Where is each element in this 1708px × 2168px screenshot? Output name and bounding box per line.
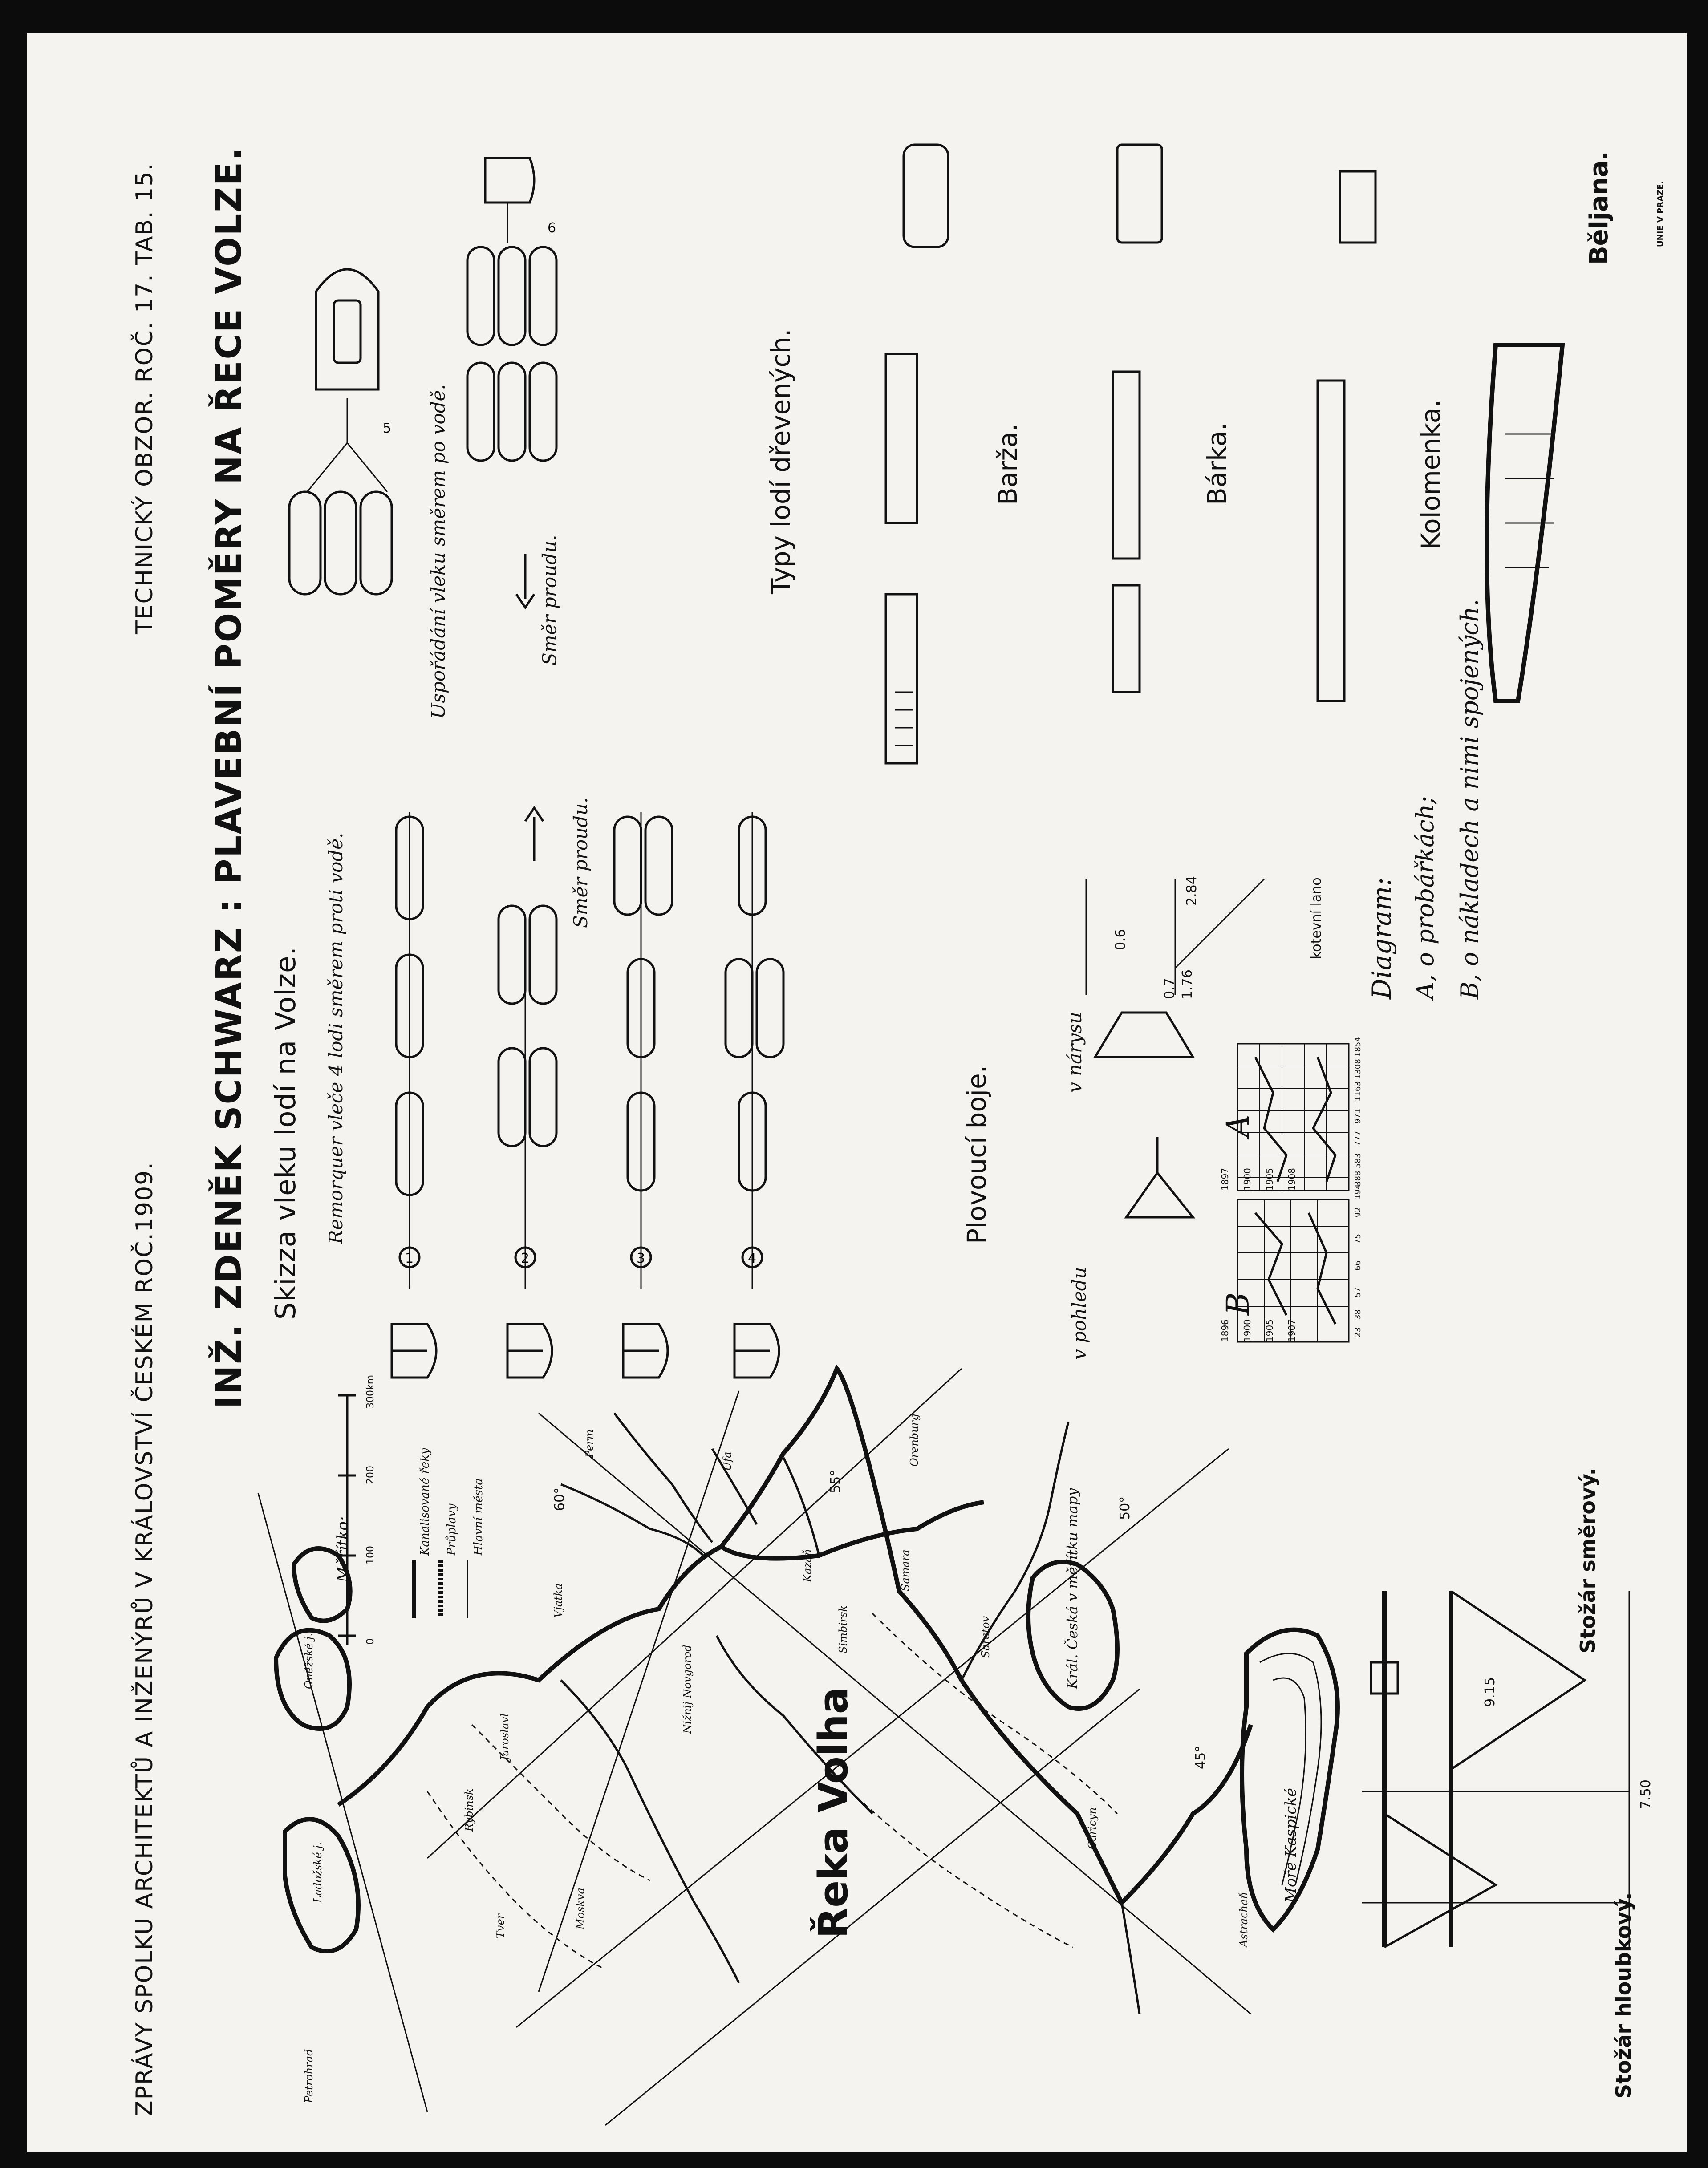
b-axis-4: 57 (1353, 1287, 1363, 1297)
b-axis-1: 92 (1353, 1207, 1363, 1217)
buoy-front-view: v pohledu (1068, 1267, 1090, 1360)
city-saratov: Saratov (979, 1616, 992, 1658)
year-b-4: 1907 (1286, 1319, 1297, 1342)
a-axis-7: 388 (1353, 1171, 1363, 1186)
city-jaroslavl: Jaroslavl (499, 1713, 511, 1760)
scale-tick-2: 200 (365, 1466, 376, 1484)
tow-sketches (289, 158, 783, 1378)
boat-kolomenka: Kolomenka. (1416, 399, 1446, 550)
tow-heading: Skizza vleku lodí na Volze. (269, 946, 302, 1320)
diagram-line-a: A, o probářkách; (1411, 796, 1439, 999)
legend-channels: Průplavy (445, 1503, 458, 1556)
year-a-4: 1908 (1286, 1168, 1297, 1191)
plate-page (27, 33, 1687, 2152)
tow-current-note: Směr proudu. (570, 797, 592, 928)
journal-header: TECHNICKÝ OBZOR. ROČ. 17. TAB. 15. (131, 162, 158, 634)
legend-canals: Kanalisované řeky (418, 1448, 432, 1556)
map-title: Řeka Volha (810, 1687, 857, 1938)
a-axis-8: 194 (1353, 1184, 1363, 1199)
buoy-anchor-note: kotevní lano (1309, 877, 1324, 959)
year-a-1: 1897 (1220, 1168, 1230, 1191)
city-petrohrad: Petrohrad (303, 2049, 315, 2103)
buoy-dim-2: 0.6 (1113, 929, 1128, 950)
tow-upstream-note: Remorquer vleče 4 lodi směrem proti vodě. (325, 832, 347, 1244)
a-axis-1: 1854 (1353, 1037, 1363, 1057)
mast-depth-label: Stožár hloubkový. (1611, 1892, 1635, 2099)
lat-60: 60° (552, 1487, 568, 1511)
buoys-heading: Plovoucí boje. (962, 1065, 992, 1244)
b-axis-5: 38 (1353, 1309, 1363, 1320)
boat-barza: Barža. (993, 423, 1023, 505)
city-onega: Oněžské j. (303, 1633, 315, 1689)
boats-heading: Typy lodí dřevených. (766, 328, 796, 594)
mast-direction-label: Stožár směrový. (1576, 1467, 1600, 1653)
mast-dim-750: 7.50 (1638, 1779, 1654, 1809)
city-samara: Samara (899, 1549, 912, 1591)
tow-downstream-note: Uspořádání vleku směrem po vodě. (427, 384, 449, 719)
tow-num-1: 1 (405, 1251, 414, 1266)
tow-num-4: 4 (748, 1251, 757, 1266)
tow-num-5: 5 (383, 421, 392, 436)
city-astrachan: Astrachaň (1237, 1892, 1250, 1947)
steamer-hull (316, 269, 378, 389)
year-a-2: 1900 (1242, 1168, 1253, 1191)
map-inset: Král. Česká v měřítku mapy (1064, 1488, 1081, 1689)
city-moskva: Moskva (574, 1888, 587, 1929)
buoy-dim-4: 1.76 (1180, 969, 1195, 999)
map-sea: Moře Kaspické (1282, 1788, 1300, 1903)
year-b-1: 1896 (1220, 1319, 1230, 1342)
a-axis-5: 777 (1353, 1131, 1363, 1146)
year-b-3: 1905 (1264, 1319, 1275, 1342)
lat-50: 50° (1117, 1496, 1133, 1520)
a-axis-6: 583 (1353, 1153, 1363, 1168)
b-axis-3: 66 (1353, 1260, 1363, 1271)
diagram-heading: Diagram: (1367, 877, 1397, 999)
a-axis-3: 1163 (1353, 1081, 1363, 1102)
city-ladoga: Ladožské j. (312, 1842, 324, 1903)
a-axis-4: 971 (1353, 1108, 1363, 1124)
buoy-dim-3: 0.7 (1162, 978, 1177, 999)
city-kazan: Kazaň (801, 1549, 814, 1582)
year-b-2: 1900 (1242, 1319, 1253, 1342)
buoy-dim-1: 2.84 (1184, 876, 1200, 906)
city-orenburg: Orenburg (908, 1414, 921, 1467)
scale-tick-3: 300km (365, 1374, 376, 1409)
diagram-line-b: B, o nákladech a nimi spojených. (1456, 599, 1484, 999)
city-rybinsk: Rybinsk (463, 1788, 475, 1832)
city-vjatka: Vjatka (552, 1583, 564, 1618)
b-axis-6: 23 (1353, 1327, 1363, 1337)
boat-beljana: Běljana. (1585, 151, 1614, 265)
year-a-3: 1905 (1264, 1168, 1275, 1191)
a-axis-2: 1308 (1353, 1059, 1363, 1079)
city-caricyn: Caricyn (1086, 1807, 1099, 1849)
plate-title: INŽ. ZDENĚK SCHWARZ : PLAVEBNÍ POMĚRY NA ŘECE VOLZE. (209, 146, 249, 1409)
tow-num-3: 3 (637, 1251, 645, 1266)
scale-tick-1: 100 (365, 1546, 376, 1564)
tow-num-2: 2 (521, 1251, 530, 1266)
buoy-plan-view: v nárysu (1064, 1012, 1086, 1093)
city-nizhny: Nižnij Novgorod (681, 1645, 694, 1734)
city-perm: Perm (583, 1429, 596, 1458)
printer-mark: UNIE V PRAZE. (1656, 181, 1665, 247)
boat-barka: Bárka. (1202, 422, 1232, 505)
tug-icons (392, 1324, 779, 1378)
map-scale-label: Měřítko: (334, 1516, 352, 1582)
lat-45: 45° (1193, 1745, 1209, 1769)
city-ufa: Ufa (721, 1451, 734, 1471)
diagram-a-label: A (1220, 1114, 1256, 1137)
lat-55: 55° (828, 1469, 844, 1493)
diagram-b-label: B (1220, 1292, 1256, 1315)
city-tver: Tver (494, 1913, 507, 1938)
b-axis-2: 75 (1353, 1234, 1363, 1244)
tow-current-note-2: Směr proudu. (539, 535, 560, 665)
legend-cities: Hlavní města (472, 1478, 485, 1556)
scale-tick-0: 0 (365, 1638, 376, 1645)
city-simbirsk: Simbirsk (837, 1605, 849, 1653)
tow-num-6: 6 (548, 220, 556, 236)
publisher-header: ZPRÁVY SPOLKU ARCHITEKTŮ A INŽENÝRŮ V KRÁLOVSTVÍ ČESKÉM ROČ.1909. (131, 1161, 158, 2116)
mast-dim-915: 9.15 (1482, 1677, 1498, 1707)
